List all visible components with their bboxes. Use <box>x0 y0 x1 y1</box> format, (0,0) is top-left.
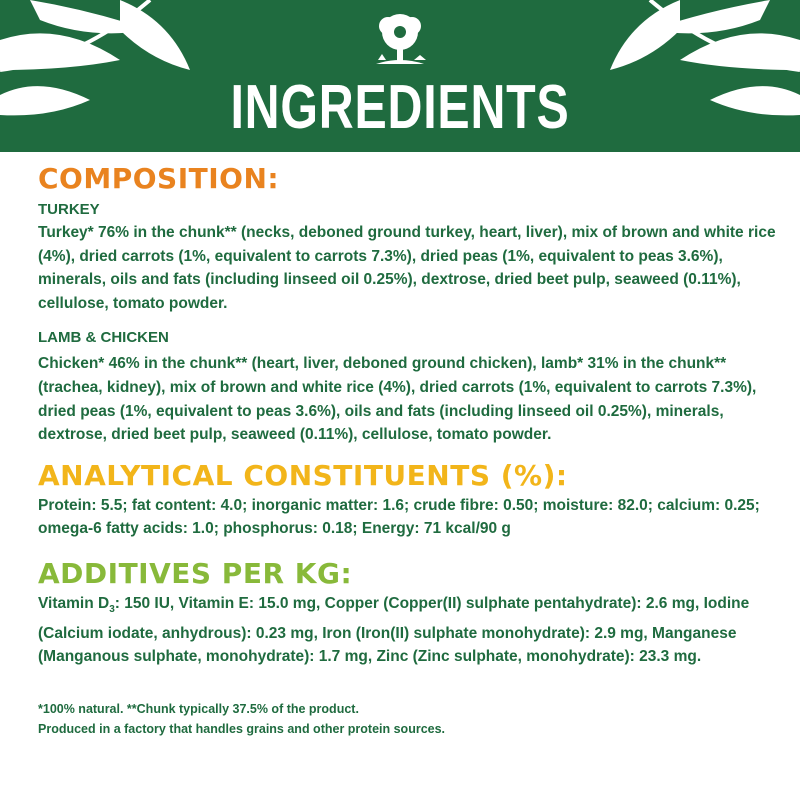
header-banner <box>0 0 800 152</box>
tree-logo-icon <box>360 10 440 74</box>
turkey-label: TURKEY <box>38 201 100 218</box>
footnote-factory: Produced in a factory that handles grains and other protein sources. <box>38 721 446 736</box>
lamb-chicken-composition-text: Chicken* 46% in the chunk** (heart, liver, deboned ground chicken), lamb* 31% in the chunk** (trachea, kidney), mix of brown and white rice (4%), dried carrots (1%, equivalent to carrots 7.3%), dried peas (1%, equivalent to peas 3.6%), oils and fats (including linseed oil 0.25%), minerals, dextrose, dried beet pulp, seaweed (0.11%), cellulose, tomato powder. <box>38 355 757 444</box>
footnote-natural: *100% natural. **Chunk typically 37.5% of the product. <box>38 701 359 716</box>
turkey-composition-text: Turkey* 76% in the chunk** (necks, deboned ground turkey, heart, liver), mix of brown and white rice (4%), dried carrots (1%, equivalent to carrots 7.3%), dried peas (1%, equivalent to peas 3.6%), minerals, oils and fats (including linseed oil 0.25%), dextrose, dried beet pulp, seaweed (0.11%), cellulose, tomato powder. <box>38 224 776 312</box>
additives-heading: ADDITIVES PER KG: <box>38 556 353 590</box>
lamb-chicken-label: LAMB & CHICKEN <box>38 329 169 347</box>
vitamin-d-subscript: 3 <box>109 604 115 616</box>
composition-heading: COMPOSITION: <box>38 162 280 195</box>
analytical-heading: ANALYTICAL CONSTITUENTS (%): <box>38 458 568 492</box>
page-title: INGREDIENTS <box>230 73 570 142</box>
ingredients-content <box>38 160 778 739</box>
additives-list: : 150 IU, Vitamin E: 15.0 mg, Copper (Copper(II) sulphate pentahydrate): 2.6 mg, Iodine (Calcium iodate, anhydrous): 0.23 mg, Iron (Iron(II) sulphate monohydrate): 2.9 mg, Manganese (Manganous sulphate, monohydrate): 1.7 mg, Zinc (Zinc sulphate, monohydrate): 23.3 mg. <box>38 594 750 666</box>
analytical-text: Protein: 5.5; fat content: 4.0; inorganic matter: 1.6; crude fibre: 0.50; moisture: 82.0; calcium: 0.25; omega-6 fatty acids: 1.0; phosphorus: 0.18; Energy: 71 kcal/90 g <box>38 496 760 538</box>
vitamin-d-label: Vitamin D <box>38 594 110 612</box>
additives-text <box>38 592 778 669</box>
